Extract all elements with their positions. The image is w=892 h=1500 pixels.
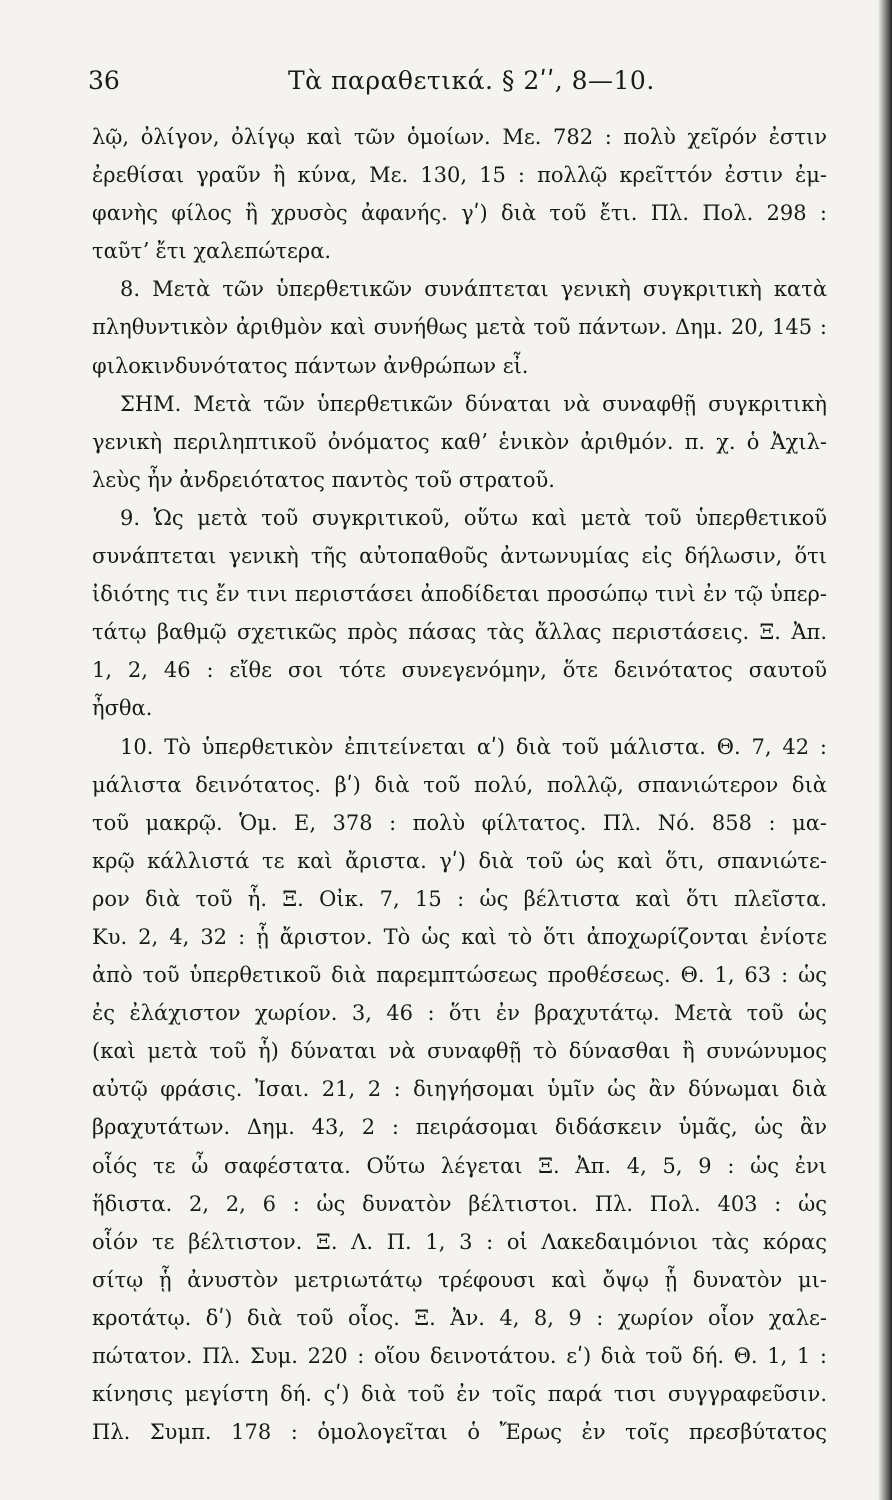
text-line: τοῦ μακρῷ. Ὁμ. Ε, 378 : πολὺ φίλτατος. Πλ. Νό. 858 : μα-	[92, 810, 827, 835]
text-line: κίνησις μεγίστη δή. ςʹ) διὰ τοῦ ἐν τοῖς παρά τισι συγγραφεῦσιν.	[92, 1382, 827, 1407]
text-line: φιλοκινδυνότατος πάντων ἀνθρώπων εἶ.	[92, 353, 529, 378]
text-line: Κυ. 2, 4, 32 : ᾗ ἄριστον. Τὸ ὡς καὶ τὸ ὅτι ἀποχωρίζονται ἐνίοτε	[92, 924, 827, 949]
body-text	[92, 118, 827, 1451]
text-line: ρον διὰ τοῦ ἧ. Ξ. Οἰκ. 7, 15 : ὡς βέλτιστα καὶ ὅτι πλεῖστα.	[92, 886, 827, 911]
text-line: λῷ, ὀλίγον, ὀλίγῳ καὶ τῶν ὁμοίων. Με. 782 : πολὺ χεῖρόν ἐστιν	[92, 125, 827, 149]
text-line: ἐς ἐλάχιστον χωρίον. 3, 46 : ὅτι ἐν βραχυτάτῳ. Μετὰ τοῦ ὡς	[92, 1001, 827, 1026]
text-line: ἰδιότης τις ἔν τινι περιστάσει ἀποδίδεται προσώπῳ τινὶ ἐν τῷ ὑπερ-	[92, 582, 827, 607]
text-line: κροτάτῳ. δʹ) διὰ τοῦ οἷος. Ξ. Ἀν. 4, 8, 9 : χωρίον οἷον χαλε-	[92, 1305, 827, 1330]
text-line: σίτῳ ᾗ ἀνυστὸν μετριωτάτῳ τρέφουσι καὶ ὄψῳ ᾗ δυνατὸν μι-	[92, 1267, 827, 1292]
text-line: ἐρεθίσαι γραῦν ἢ κύνα, Με. 130, 15 : πολλῷ κρεῖττόν ἐστιν ἐμ-	[92, 163, 827, 188]
text-line: οἷός τε ὦ σαφέστατα. Οὕτω λέγεται Ξ. Ἀπ. 4, 5, 9 : ὡς ἐνι	[92, 1153, 827, 1178]
text-line: ταῦτʼ ἔτι χαλεπώτερα.	[92, 239, 332, 264]
text-line: κρῷ κάλλιστά τε καὶ ἄριστα. γʹ) διὰ τοῦ ὡς καὶ ὅτι, σπανιώτε-	[92, 848, 827, 873]
text-line: συνάπτεται γενικὴ τῆς αὐτοπαθοῦς ἀντωνυμίας εἰς δήλωσιν, ὅτι	[92, 544, 827, 569]
text-line: οἷόν τε βέλτιστον. Ξ. Λ. Π. 1, 3 : οἱ Λακεδαιμόνιοι τὰς κόρας	[92, 1229, 827, 1254]
text-line: λεὺς ἦν ἀνδρειότατος παντὸς τοῦ στρατοῦ.	[92, 467, 555, 492]
text-line: ἀπὸ τοῦ ὑπερθετικοῦ διὰ παρεμπτώσεως προθέσεως. Θ. 1, 63 : ὡς	[92, 963, 827, 988]
text-line: αὐτῷ φράσις. Ἰσαι. 21, 2 : διηγήσομαι ὑμῖν ὡς ἂν δύνωμαι διὰ	[92, 1077, 827, 1102]
text-line: 1, 2, 46 : εἴθε σοι τότε συνεγενόμην, ὅτε δεινότατος σαυτοῦ	[92, 658, 827, 683]
text-line: 9. Ὡς μετὰ τοῦ συγκριτικοῦ, οὕτω καὶ μετὰ τοῦ ὑπερθετικοῦ	[120, 505, 827, 530]
page-number: 36	[88, 66, 120, 95]
text-line: 8. Μετὰ τῶν ὑπερθετικῶν συνάπτεται γενικὴ συγκριτικὴ κατὰ	[120, 277, 827, 302]
text-line: ἦσθα.	[92, 696, 153, 721]
page-header	[88, 66, 808, 100]
text-line: ἥδιστα. 2, 2, 6 : ὡς δυνατὸν βέλτιστοι. Πλ. Πολ. 403 : ὡς	[92, 1191, 827, 1216]
text-line: βραχυτάτων. Δημ. 43, 2 : πειράσομαι διδάσκειν ὑμᾶς, ὡς ἂν	[92, 1115, 827, 1140]
text-line: Πλ. Συμπ. 178 : ὁμολογεῖται ὁ Ἔρως ἐν τοῖς πρεσβύτατος	[92, 1420, 827, 1445]
text-line: τάτῳ βαθμῷ σχετικῶς πρὸς πάσας τὰς ἄλλας περιστάσεις. Ξ. Ἀπ.	[92, 620, 827, 645]
text-line: πληθυντικὸν ἀριθμὸν καὶ συνήθως μετὰ τοῦ πάντων. Δημ. 20, 145 :	[92, 315, 827, 340]
text-line: φανὴς φίλος ἢ χρυσὸς ἀφανής. γʹ) διὰ τοῦ ἔτι. Πλ. Πολ. 298 :	[92, 201, 827, 226]
text-line: γενικὴ περιληπτικοῦ ὀνόματος καθʼ ἑνικὸν ἀριθμόν. π. χ. ὁ Ἀχιλ-	[92, 429, 827, 454]
text-line: 10. Τὸ ὑπερθετικὸν ἐπιτείνεται αʹ) διὰ τοῦ μάλιστα. Θ. 7, 42 :	[120, 734, 827, 759]
running-head: Τὰ παραθετικά. § 2ʹʹ, 8—10.	[288, 66, 655, 95]
text-line: μάλιστα δεινότατος. βʹ) διὰ τοῦ πολύ, πολλῷ, σπανιώτερον διὰ	[92, 772, 827, 797]
text-line: (καὶ μετὰ τοῦ ἧ) δύναται νὰ συναφθῇ τὸ δύνασθαι ἢ συνώνυμος	[92, 1039, 827, 1064]
text-line: πώτατον. Πλ. Συμ. 220 : οἵου δεινοτάτου. εʹ) διὰ τοῦ δή. Θ. 1, 1 :	[92, 1344, 827, 1368]
page-edge-shadow	[878, 0, 892, 1500]
text-line: ΣΗΜ. Μετὰ τῶν ὑπερθετικῶν δύναται νὰ συναφθῇ συγκριτικὴ	[120, 391, 827, 416]
